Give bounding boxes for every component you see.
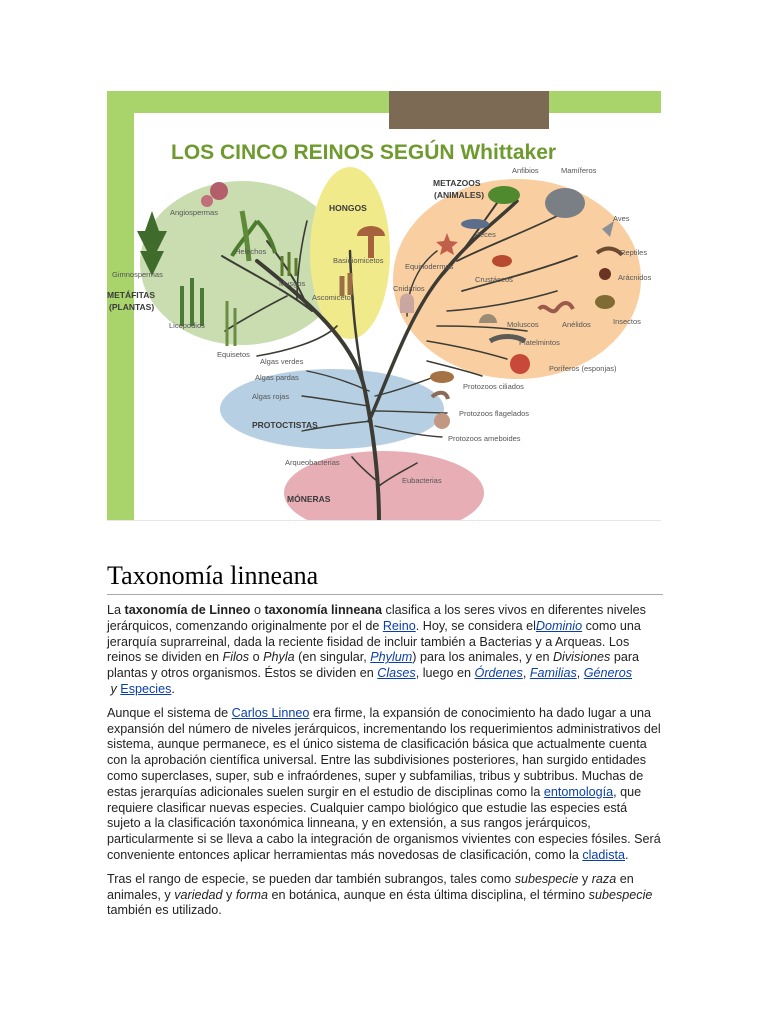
spider-icon xyxy=(599,268,611,280)
equinodermos-label: Equinodermos xyxy=(405,262,454,271)
link-familias[interactable]: Familias xyxy=(529,666,577,681)
link-generos[interactable]: Géneros xyxy=(583,666,633,681)
protoctistas-region xyxy=(220,369,444,449)
figure-bottom-line xyxy=(107,520,661,521)
text: , xyxy=(522,666,530,681)
article-heading: Taxonomía linneana xyxy=(107,560,663,595)
peces-label: Peces xyxy=(475,230,496,239)
eubacterias-label: Eubacterias xyxy=(402,476,442,485)
link-especies[interactable]: Especies xyxy=(120,681,172,696)
text: clasifica a los seres vivos en diferentes niveles jerárquicos, comenzando originalmente por el de xyxy=(107,603,646,633)
link-cladista[interactable]: cladista xyxy=(582,847,626,862)
text: y xyxy=(578,871,592,886)
anfibios-label: Anfibios xyxy=(512,166,539,175)
flowering-plant-icon xyxy=(210,182,228,200)
italic-term: Filos xyxy=(222,650,250,665)
text: para plantas y otros organismos. Éstos se dividen en xyxy=(107,650,640,681)
moneras-label: MÓNERAS xyxy=(287,494,331,504)
figure-title: LOS CINCO REINOS SEGÚN Whittaker xyxy=(171,141,557,164)
protozoos-flagelados-label: Protozoos flagelados xyxy=(459,409,530,418)
five-kingdoms-figure xyxy=(107,91,661,521)
licopodios-label: Licopodios xyxy=(169,321,205,330)
angiospermas-label: Angiospermas xyxy=(170,208,218,217)
paragraph-3 xyxy=(107,872,663,919)
text: Tras el rango de especie, se pueden dar también subrangos, tales como xyxy=(107,871,515,886)
figure-header-bar xyxy=(389,91,549,129)
text: en botánica, aunque en ésta última disciplina, el término xyxy=(268,887,589,902)
elephant-icon xyxy=(545,188,585,218)
fish-icon xyxy=(461,219,489,229)
text: ) para los animales, y en xyxy=(412,650,553,665)
text: o xyxy=(250,603,265,617)
protoctistas-label: PROTOCTISTAS xyxy=(252,420,318,430)
moluscos-label: Moluscos xyxy=(507,320,539,329)
text: . Hoy, se considera el xyxy=(415,618,536,633)
amoeba-icon xyxy=(434,413,450,429)
text: también es utilizado. xyxy=(107,903,222,918)
algas-verdes-label: Algas verdes xyxy=(260,357,304,366)
italic-term: Phyla xyxy=(263,650,295,665)
text: , xyxy=(576,666,584,681)
mamiferos-label: Mamíferos xyxy=(561,166,597,175)
platelmintos-label: Platelmintos xyxy=(519,338,560,347)
algas-pardas-label: Algas pardas xyxy=(255,373,299,382)
text: (en singular, xyxy=(294,650,371,665)
text: y xyxy=(107,681,121,696)
metafitas-label: METÁFITAS xyxy=(107,290,156,300)
arqueobacterias-label: Arqueobacterias xyxy=(285,458,340,467)
text: en animales, y xyxy=(107,871,634,902)
protozoos-ameboides-label: Protozoos ameboides xyxy=(448,434,521,443)
crab-icon xyxy=(492,255,512,267)
italic-term: subespecie xyxy=(514,871,579,886)
italic-term: variedad xyxy=(174,887,223,902)
italic-term: forma xyxy=(235,887,269,902)
text: . xyxy=(171,681,175,696)
flowering-plant-icon xyxy=(201,195,213,207)
gimnospermas-label: Gimnospermas xyxy=(112,270,163,279)
text: , que requiere clasificar nuevas especies. Cualquier campo biológico que estudie las especies está sujeto a la clasificación taxonómica linneana, y en extensión, a sus rangos jerárquicos, particularmente si se lleva a cabo la integración de organismos vivientes con especies fósiles. Será conveniente entonces aplicar herramientas más novedosas de clasificación, como la xyxy=(107,784,661,862)
italic-term: subespecie xyxy=(588,887,653,902)
text: Aunque el sistema de xyxy=(107,705,232,720)
link-reino[interactable]: Reino xyxy=(382,618,416,633)
helechos-label: Helechos xyxy=(235,247,267,256)
italic-term: Divisiones xyxy=(552,650,611,665)
musgos-label: Musgos xyxy=(279,279,306,288)
metazoos-label: METAZOOS xyxy=(433,178,481,188)
aves-label: Aves xyxy=(613,214,630,223)
frog-icon xyxy=(488,186,520,204)
italic-term: raza xyxy=(591,871,617,886)
reptiles-label: Reptiles xyxy=(620,248,648,257)
sponge-icon xyxy=(510,354,530,374)
text: era firme, la expansión de conocimiento ha dado lugar a una expansión del número de niveles jerárquicos, incrementando los requerimientos administrativos del sistema, aunque permanece, es el único sistema de clasificación básica que actualmente cuenta con la aprobación científica universal. Entre las subdivisiones posteriores, han surgido entidades como superclases, super, sub e infraórdenes, super y subfamilias, tribus y subtribus. Muchas de estas jerarquías adicionales suelen surgir en el estudio de disciplinas como la xyxy=(107,705,661,799)
aracnidos-label: Arácnidos xyxy=(618,273,652,282)
text: y xyxy=(222,887,236,902)
link-clases[interactable]: Clases xyxy=(377,666,416,681)
ascomicetos-label: Ascomicetos xyxy=(312,293,355,302)
article xyxy=(107,560,663,919)
algas-rojas-label: Algas rojas xyxy=(252,392,290,401)
bold-term: taxonomía linneana xyxy=(264,603,383,617)
cnidarios-label: Cnidarios xyxy=(393,284,425,293)
link-ordenes[interactable]: Órdenes xyxy=(474,666,523,681)
protozoos-ciliados-label: Protozoos ciliados xyxy=(463,382,524,391)
paragraph-2 xyxy=(107,706,663,864)
link-carlos-linneo[interactable]: Carlos Linneo xyxy=(231,705,310,720)
link-dominio[interactable]: Dominio xyxy=(535,618,583,633)
anelidos-label: Anélidos xyxy=(562,320,591,329)
text: como una jerarquía suprarreinal, dada la reciente fisidad de incluir también a Bacterias y a Arqueas. Los reinos se dividen en xyxy=(107,618,641,665)
insect-icon xyxy=(595,295,615,309)
animales-label: (ANIMALES) xyxy=(434,190,485,200)
crustaceos-label: Crustáceos xyxy=(475,275,513,284)
equisetos-label: Equisetos xyxy=(217,350,250,359)
link-entomologia[interactable]: entomología xyxy=(543,784,614,799)
text: , luego en xyxy=(415,666,475,681)
basidiomicetos-label: Basidiomicetos xyxy=(333,256,384,265)
ciliate-icon xyxy=(430,371,454,383)
text: La xyxy=(107,603,125,617)
paragraph-1 xyxy=(107,603,663,698)
hongos-label: HONGOS xyxy=(329,203,367,213)
link-phylum[interactable]: Phylum xyxy=(370,650,413,665)
bold-term: taxonomía de Linneo xyxy=(124,603,251,617)
insectos-label: Insectos xyxy=(613,317,641,326)
text: . xyxy=(625,847,629,862)
cnidarian-icon xyxy=(400,294,414,314)
text: o xyxy=(249,650,264,665)
plantas-label: (PLANTAS) xyxy=(109,302,155,312)
poriferos-label: Poríferos (esponjas) xyxy=(549,364,617,373)
